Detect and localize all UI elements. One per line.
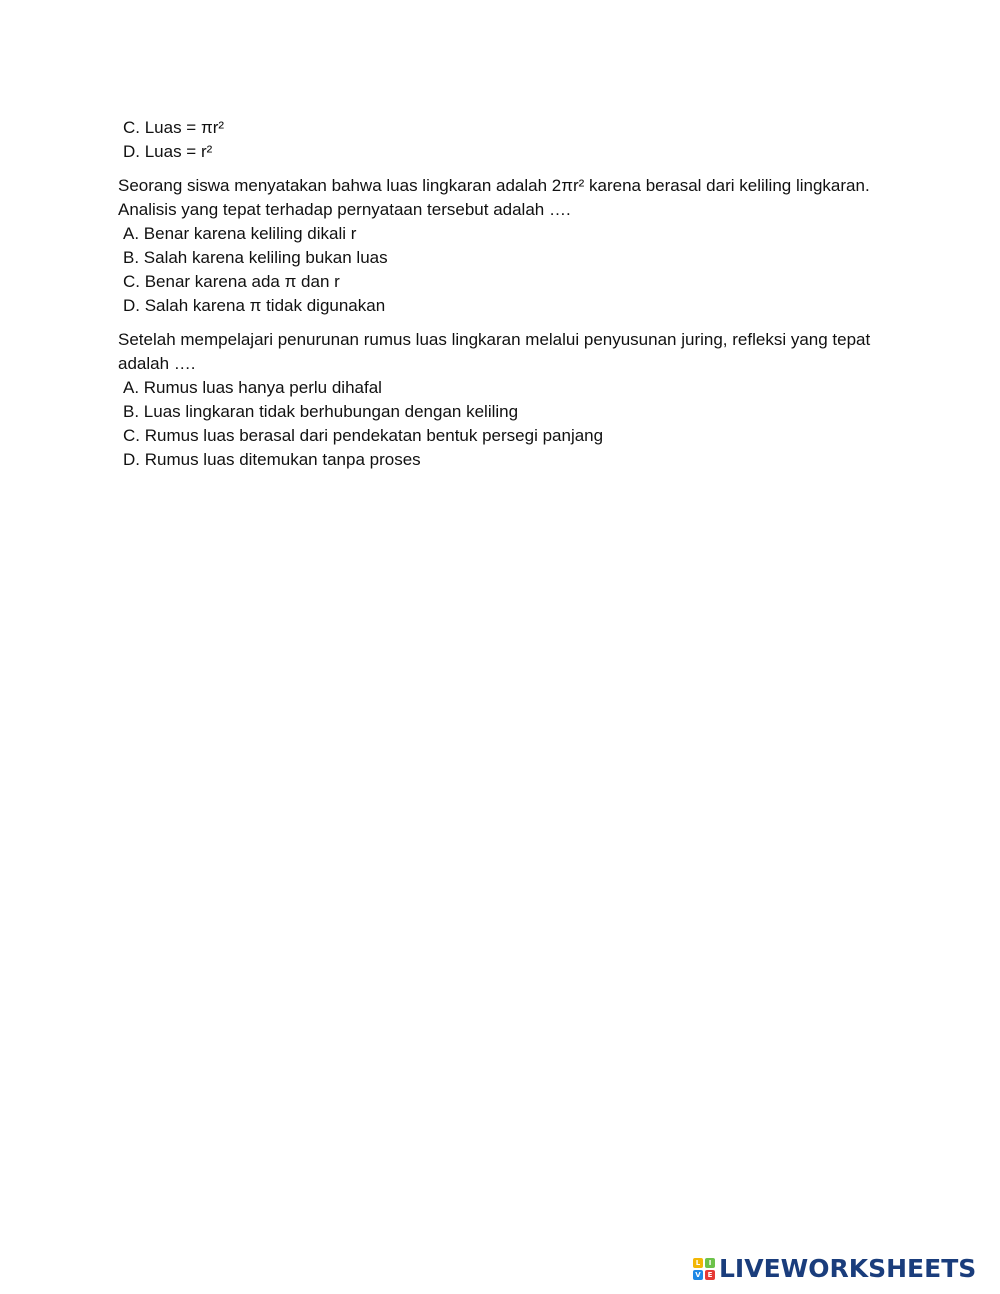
previous-question-options bbox=[118, 116, 888, 164]
option-c: C. Benar karena ada π dan r bbox=[123, 272, 340, 291]
option-d: D. Luas = r² bbox=[123, 142, 213, 161]
liveworksheets-logo bbox=[693, 1255, 976, 1283]
question-stem: Seorang siswa menyatakan bahwa luas lingkaran adalah 2πr² karena berasal dari keliling lingkaran. Analisis yang tepat terhadap pernyataan tersebut adalah …. bbox=[118, 176, 870, 219]
option-b: B. Salah karena keliling bukan luas bbox=[123, 248, 388, 267]
option-b: B. Luas lingkaran tidak berhubungan dengan keliling bbox=[123, 402, 519, 421]
logo-square-l: L bbox=[693, 1258, 703, 1268]
option-c: C. Luas = πr² bbox=[123, 118, 225, 137]
option-a: A. Rumus luas hanya perlu dihafal bbox=[123, 378, 382, 397]
question-options bbox=[118, 376, 888, 472]
question-2 bbox=[118, 328, 888, 472]
logo-square-v: V bbox=[693, 1270, 703, 1280]
option-d: D. Salah karena π tidak digunakan bbox=[123, 296, 386, 315]
worksheet-page bbox=[118, 116, 888, 472]
logo-square-e: E bbox=[705, 1270, 715, 1280]
logo-mark-icon bbox=[693, 1258, 715, 1280]
option-c: C. Rumus luas berasal dari pendekatan bentuk persegi panjang bbox=[123, 426, 604, 445]
option-d: D. Rumus luas ditemukan tanpa proses bbox=[123, 450, 421, 469]
logo-square-i: I bbox=[705, 1258, 715, 1268]
logo-text: LIVEWORKSHEETS bbox=[719, 1254, 977, 1283]
option-a: A. Benar karena keliling dikali r bbox=[123, 224, 357, 243]
question-1 bbox=[118, 174, 888, 318]
question-options bbox=[118, 222, 888, 318]
question-stem: Setelah mempelajari penurunan rumus luas lingkaran melalui penyusunan juring, refleksi yang tepat adalah …. bbox=[118, 330, 871, 373]
